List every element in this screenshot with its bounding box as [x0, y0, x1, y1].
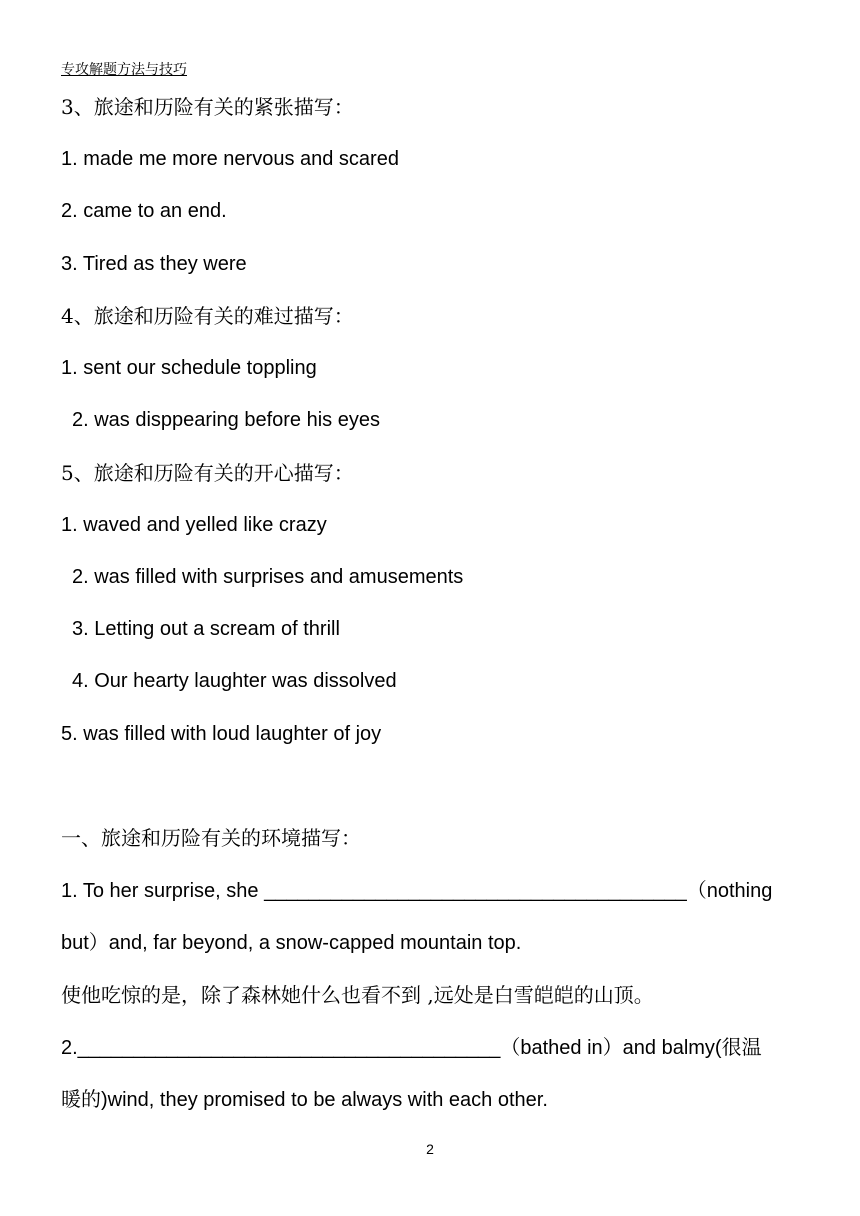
- section-heading-happy: 5、旅途和历险有关的开心描写：: [61, 461, 354, 485]
- list-item: 1. waved and yelled like crazy: [61, 514, 327, 536]
- list-item: 5. was filled with loud laughter of joy: [61, 723, 382, 745]
- list-item: 2. was disppearing before his eyes: [72, 409, 380, 431]
- list-item: 3. Tired as they were: [61, 253, 247, 275]
- exercise-line: 暖的)wind, they promised to be always with each other.: [61, 1089, 548, 1111]
- section-heading-sad: 4、旅途和历险有关的难过描写：: [61, 304, 354, 328]
- page-number: 2: [426, 1141, 434, 1157]
- list-item: 3. Letting out a scream of thrill: [72, 618, 340, 640]
- list-item: 1. made me more nervous and scared: [61, 148, 399, 170]
- section-heading-environment: 一、旅途和历险有关的环境描写：: [61, 826, 361, 850]
- page-header: 专攻解题方法与技巧: [61, 62, 187, 78]
- exercise-line: 1. To her surprise, she ______________________________________（nothing: [61, 880, 773, 902]
- exercise-line: 2.______________________________________（bathed in）and balmy(很温: [61, 1037, 762, 1059]
- section-heading-nervous: 3、旅途和历险有关的紧张描写：: [61, 95, 354, 119]
- exercise-line: but）and, far beyond, a snow-capped mountain top.: [61, 932, 522, 954]
- list-item: 1. sent our schedule toppling: [61, 357, 317, 379]
- list-item: 4. Our hearty laughter was dissolved: [72, 670, 397, 692]
- list-item: 2. came to an end.: [61, 200, 227, 222]
- list-item: 2. was filled with surprises and amusements: [72, 566, 464, 588]
- translation-line: 使他吃惊的是，除了森林她什么也看不到 ,远处是白雪皑皑的山顶。: [61, 983, 654, 1007]
